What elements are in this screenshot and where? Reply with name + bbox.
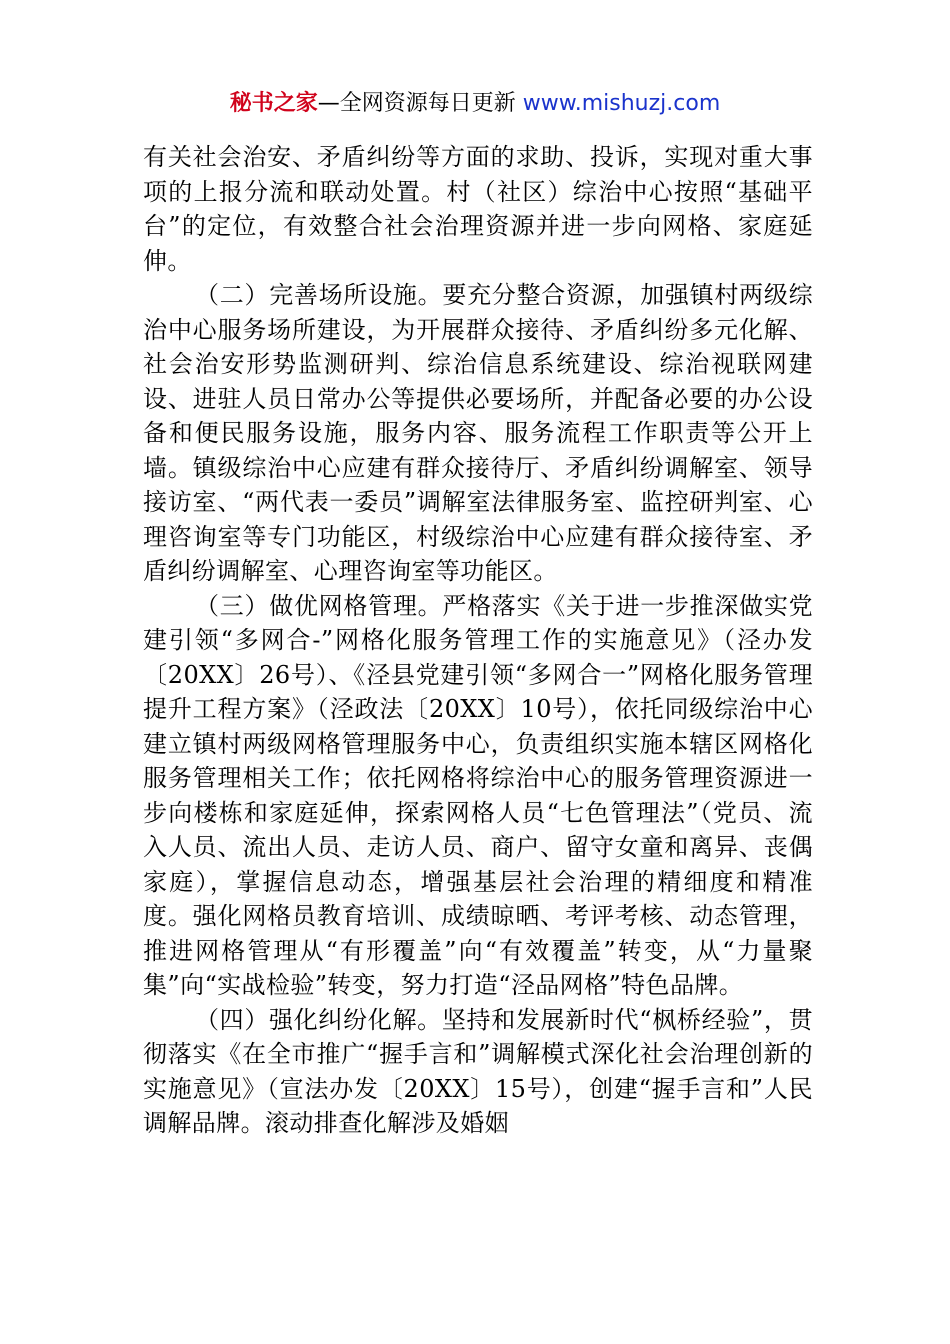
- site-header: [0, 88, 950, 120]
- paragraph-facilities: （二）完善场所设施。要充分整合资源，加强镇村两级综治中心服务场所建设，为开展群众接待、矛盾纠纷多元化解、社会治安形势监测研判、综治信息系统建设、综治视联网建设、进驻人员日常办公等提供必要场所，并配备必要的办公设备和便民服务设施，服务内容、服务流程工作职责等公开上墙。镇级综治中心应建有群众接待厅、矛盾纠纷调解室、领导接访室、“两代表一委员”调解室法律服务室、监控研判室、心理咨询室等专门功能区，村级综治中心应建有群众接待室、矛盾纠纷调解室、心理咨询室等功能区。: [143, 281, 813, 585]
- site-url-link[interactable]: www.mishuzj.com: [522, 91, 721, 116]
- site-tagline: —全网资源每日更新: [317, 91, 523, 116]
- site-brand: 秘书之家: [229, 91, 318, 116]
- paragraph-dispute-resolution: （四）强化纠纷化解。坚持和发展新时代“枫桥经验”，贯彻落实《在全市推广“握手言和”调解模式深化社会治理创新的实施意见》（宣法办发〔20XX〕15号），创建“握手言和”人民调解品牌。滚动排查化解涉及婚姻: [143, 1005, 813, 1137]
- paragraph-grid-management: （三）做优网格管理。严格落实《关于进一步推深做实党建引领“多网合-”网格化服务管理工作的实施意见》（泾办发〔20XX〕26号）、《泾县党建引领“多网合一”网格化服务管理提升工程方案》（泾政法〔20XX〕10号），依托同级综治中心建立镇村两级网格管理服务中心，负责组织实施本辖区网格化服务管理相关工作；依托网格将综治中心的服务管理资源进一步向楼栋和家庭延伸，探索网格人员“七色管理法”（党员、流入人员、流出人员、走访人员、商户、留守女童和离异、丧偶家庭），掌握信息动态，增强基层社会治理的精细度和精准度。强化网格员教育培训、成绩晾晒、考评考核、动态管理，推进网格管理从“有形覆盖”向“有效覆盖”转变，从“力量聚集”向“实战检验”转变，努力打造“泾品网格”特色品牌。: [143, 591, 813, 999]
- paragraph-continuation: 有关社会治安、矛盾纠纷等方面的求助、投诉，实现对重大事项的上报分流和联动处置。村（社区）综治中心按照“基础平台”的定位，有效整合社会治理资源并进一步向网格、家庭延伸。: [143, 143, 813, 275]
- document-body: [143, 140, 813, 1141]
